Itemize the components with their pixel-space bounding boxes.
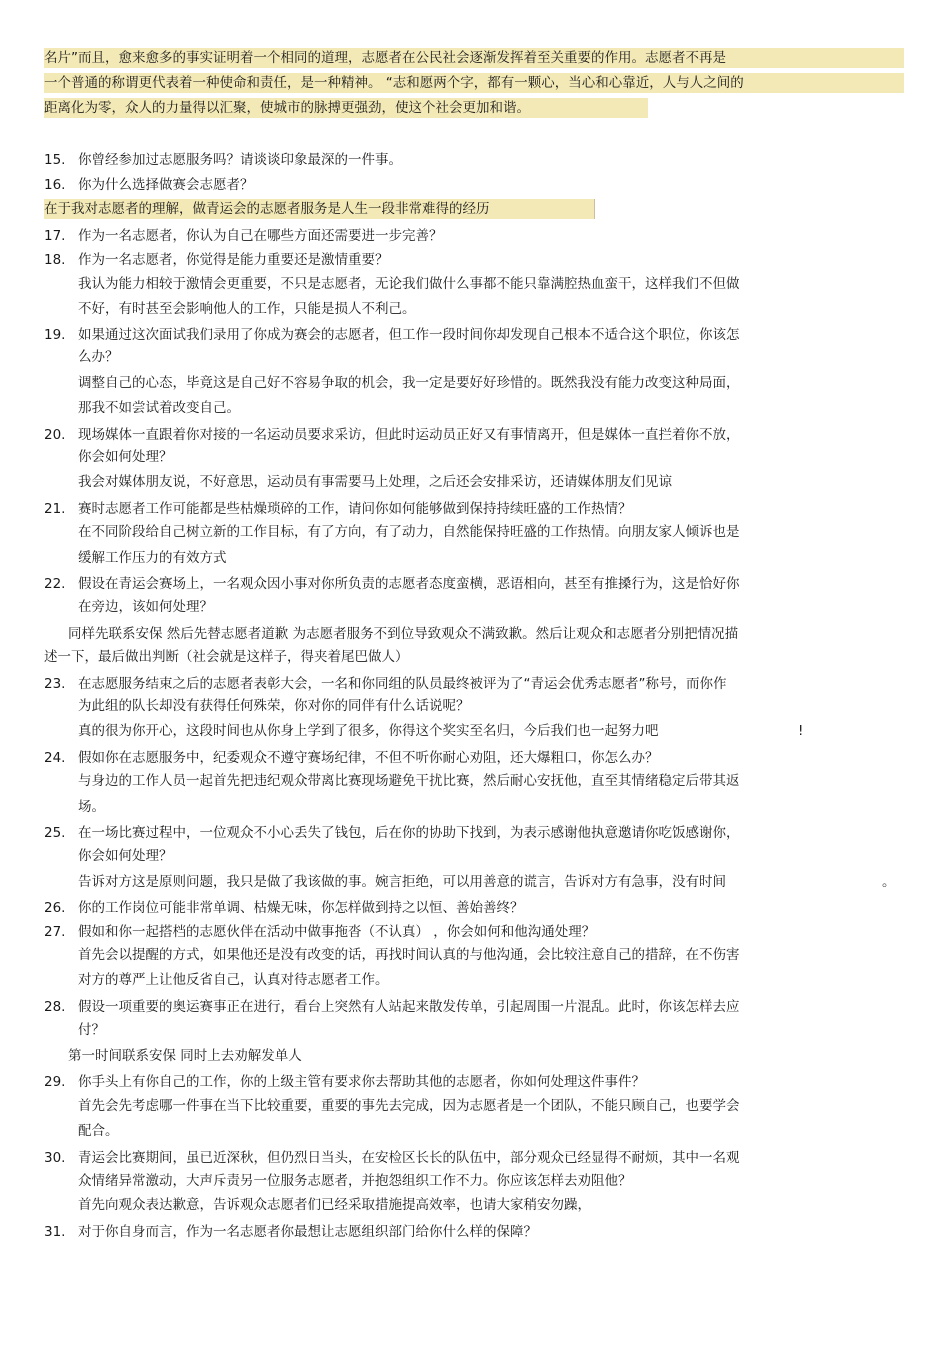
question-number: 24.	[44, 750, 66, 766]
question-text: 在一场比赛过程中，一位观众不小心丢失了钱包，后在你的协助下找到，为表示感谢他执意邀请你吃饭感谢你，	[78, 825, 740, 841]
question-text: 在志愿服务结束之后的志愿者表彰大会，一名和你同组的队员最终被评为了“青运会优秀志愿者”称号，而你作	[78, 676, 727, 692]
question-text: 假设在青运会赛场上，一名观众因小事对你所负责的志愿者态度蛮横，恶语相向，甚至有推搡行为，这是恰好你	[78, 576, 740, 592]
answer-highlight: 在于我对志愿者的理解，做青运会的志愿者服务是人生一段非常难得的经历	[44, 199, 595, 219]
answer-text: 缓解工作压力的有效方式	[78, 550, 227, 566]
answer-text: 与身边的工作人员一起首先把违纪观众带离比赛现场避免干扰比赛，然后耐心安抚他，直至其情绪稳定后带其返	[78, 773, 740, 789]
question-text: 假如和你一起搭档的志愿伙伴在活动中做事拖沓（不认真） ，你会如何和他沟通处理？	[78, 924, 596, 940]
answer-end-mark: 。	[882, 874, 896, 890]
answer-text: 首先会先考虑哪一件事在当下比较重要，重要的事先去完成，因为志愿者是一个团队，不能只顾自己，也要学会	[78, 1098, 740, 1114]
question-text: 为此组的队长却没有获得任何殊荣，你对你的同伴有什么话说呢？	[78, 698, 470, 714]
answer-text: 第一时间联系安保 同时上去劝解发单人	[68, 1048, 302, 1064]
question-text: 你会如何处理？	[78, 848, 173, 864]
question-number: 29.	[44, 1074, 66, 1090]
answer-end-mark: !	[798, 723, 804, 739]
answer-text: 那我不如尝试着改变自己。	[78, 400, 240, 416]
question-number: 21.	[44, 501, 66, 517]
intro-line-3: 距离化为零，众人的力量得以汇聚，使城市的脉搏更强劲，使这个社会更加和谐。	[44, 98, 648, 118]
question-text: 在旁边，该如何处理？	[78, 599, 213, 615]
question-text: 作为一名志愿者，你觉得是能力重要还是激情重要？	[78, 252, 389, 268]
question-number: 30.	[44, 1150, 66, 1166]
answer-text: 同样先联系安保 然后先替志愿者道歉 为志愿者服务不到位导致观众不满致歉。然后让观众和志愿者分别把情况描	[68, 626, 739, 642]
answer-text: 真的很为你开心，这段时间也从你身上学到了很多，你得这个奖实至名归，今后我们也一起努力吧	[78, 723, 659, 739]
answer-text: 对方的尊严上让他反省自己，认真对待志愿者工作。	[78, 972, 389, 988]
question-text: 付？	[78, 1022, 105, 1038]
question-text: 众情绪异常激动，大声斥责另一位服务志愿者，并抱怨组织工作不力。你应该怎样去劝阻他？	[78, 1173, 632, 1189]
question-number: 15.	[44, 152, 66, 168]
question-text: 赛时志愿者工作可能都是些枯燥琐碎的工作，请问你如何能够做到保持持续旺盛的工作热情？	[78, 501, 632, 517]
question-text: 你为什么选择做赛会志愿者？	[78, 177, 254, 193]
answer-text: 配合。	[78, 1123, 119, 1139]
intro-line-1: 名片”而且，愈来愈多的事实证明着一个相同的道理，志愿者在公民社会逐渐发挥着至关重要的作用。志愿者不再是	[44, 48, 904, 68]
question-number: 18.	[44, 252, 66, 268]
question-text: 现场媒体一直跟着你对接的一名运动员要求采访，但此时运动员正好又有事情离开，但是媒体一直拦着你不放，	[78, 427, 740, 443]
question-text: 如果通过这次面试我们录用了你成为赛会的志愿者，但工作一段时间你却发现自己根本不适合这个职位，你该怎	[78, 327, 740, 343]
answer-text: 告诉对方这是原则问题，我只是做了我该做的事。婉言拒绝，可以用善意的谎言，告诉对方有急事，没有时间	[78, 874, 726, 890]
question-number: 31.	[44, 1224, 66, 1240]
question-number: 25.	[44, 825, 66, 841]
intro-line-2: 一个普通的称谓更代表着一种使命和责任，是一种精神。 “志和愿两个字，都有一颗心，当心和心靠近，人与人之间的	[44, 73, 904, 93]
answer-text: 我会对媒体朋友说，不好意思，运动员有事需要马上处理，之后还会安排采访，还请媒体朋友们见谅	[78, 474, 672, 490]
question-text: 你的工作岗位可能非常单调、枯燥无味，你怎样做到持之以恒、善始善终？	[78, 900, 524, 916]
question-number: 16.	[44, 177, 66, 193]
answer-text: 场。	[78, 799, 105, 815]
question-text: 你手头上有你自己的工作，你的上级主管有要求你去帮助其他的志愿者，你如何处理这件事件？	[78, 1074, 645, 1090]
answer-text: 在不同阶段给自己树立新的工作目标，有了方向，有了动力，自然能保持旺盛的工作热情。向朋友家人倾诉也是	[78, 524, 740, 540]
question-text: 作为一名志愿者，你认为自己在哪些方面还需要进一步完善？	[78, 228, 443, 244]
question-text: 对于你自身而言，作为一名志愿者你最想让志愿组织部门给你什么样的保障？	[78, 1224, 537, 1240]
question-number: 20.	[44, 427, 66, 443]
question-text: 假如你在志愿服务中，纪委观众不遵守赛场纪律，不但不听你耐心劝阻，还大爆粗口，你怎么办？	[78, 750, 659, 766]
question-number: 23.	[44, 676, 66, 692]
question-number: 19.	[44, 327, 66, 343]
answer-text: 首先会以提醒的方式，如果他还是没有改变的话，再找时间认真的与他沟通，会比较注意自己的措辞，在不伤害	[78, 947, 740, 963]
question-number: 26.	[44, 900, 66, 916]
answer-text: 调整自己的心态，毕竟这是自己好不容易争取的机会，我一定是要好好珍惜的。既然我没有能力改变这种局面，	[78, 375, 740, 391]
question-number: 27.	[44, 924, 66, 940]
question-text: 你曾经参加过志愿服务吗？请谈谈印象最深的一件事。	[78, 152, 402, 168]
answer-text: 述一下，最后做出判断（社会就是这样子，得夹着尾巴做人）	[44, 649, 409, 665]
answer-text: 不好，有时甚至会影响他人的工作，只能是损人不利己。	[78, 301, 416, 317]
answer-text: 我认为能力相较于激情会更重要，不只是志愿者，无论我们做什么事都不能只靠满腔热血蛮干，这样我们不但做	[78, 276, 740, 292]
question-number: 17.	[44, 228, 66, 244]
question-number: 28.	[44, 999, 66, 1015]
question-text: 么办？	[78, 349, 119, 365]
question-text: 假设一项重要的奥运赛事正在进行，看台上突然有人站起来散发传单，引起周围一片混乱。此时，你该怎样去应	[78, 999, 740, 1015]
question-text: 你会如何处理？	[78, 449, 173, 465]
question-number: 22.	[44, 576, 66, 592]
answer-text: 首先向观众表达歉意，告诉观众志愿者们已经采取措施提高效率，也请大家稍安勿躁，	[78, 1197, 591, 1213]
question-text: 青运会比赛期间，虽已近深秋，但仍烈日当头，在安检区长长的队伍中，部分观众已经显得不耐烦，其中一名观	[78, 1150, 740, 1166]
